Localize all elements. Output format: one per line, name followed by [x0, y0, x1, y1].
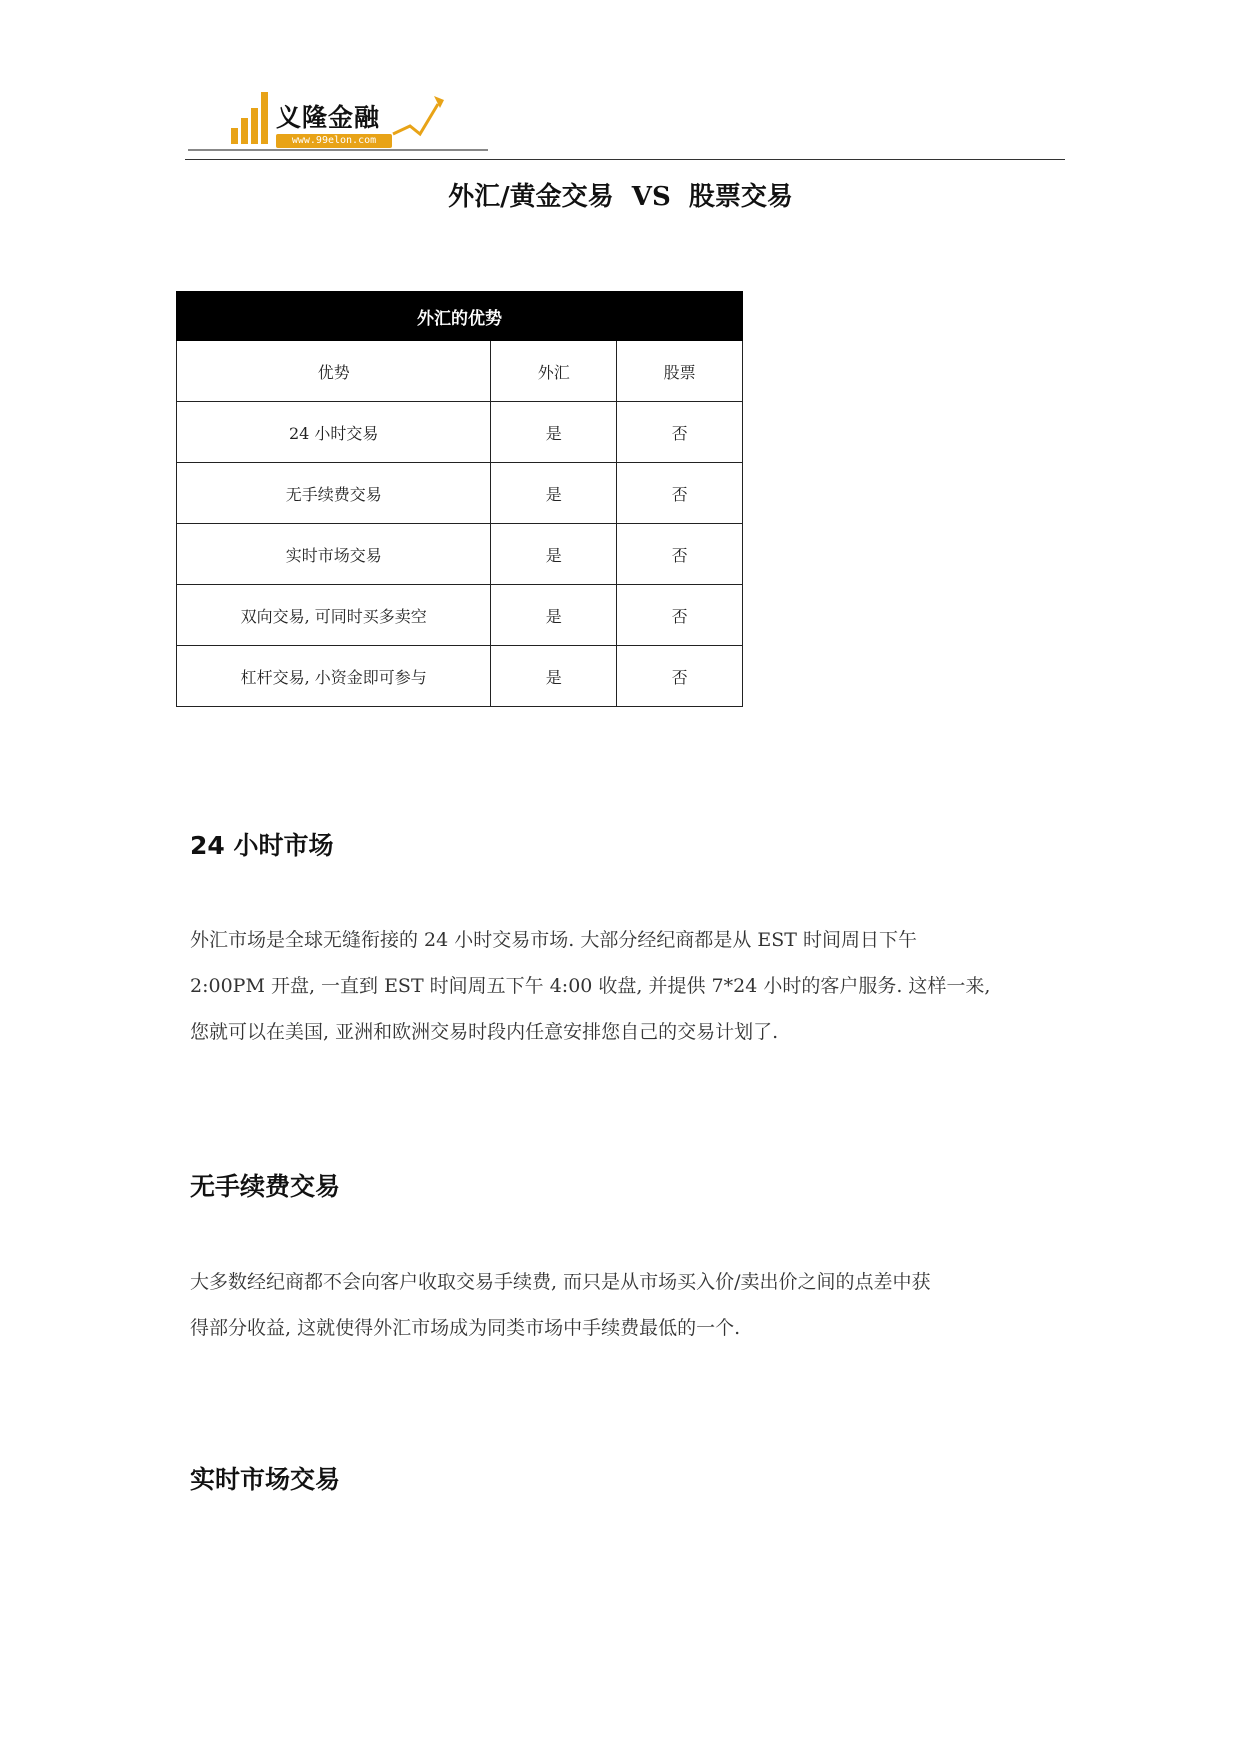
section-body-24h-market	[190, 917, 1070, 1055]
forex-cell: 是	[491, 646, 617, 707]
forex-cell: 是	[491, 402, 617, 463]
stock-cell: 否	[617, 463, 743, 524]
section-heading-realtime-trading: 实时市场交易	[190, 1465, 341, 1494]
table-row	[177, 402, 743, 463]
paragraph-line: 外汇市场是全球无缝衔接的 24 小时交易市场. 大部分经纪商都是从 EST 时间周日下午	[190, 929, 917, 951]
table-row	[177, 585, 743, 646]
document-title: 外汇/黄金交易 VS 股票交易	[448, 182, 793, 212]
logo-url: www.99elon.com	[276, 134, 392, 148]
header-forex: 外汇	[491, 341, 617, 402]
advantage-cell: 实时市场交易	[177, 524, 491, 585]
comparison-table	[176, 291, 743, 707]
section-heading-no-commission: 无手续费交易	[190, 1172, 341, 1201]
paragraph-line: 您就可以在美国, 亚洲和欧洲交易时段内任意安排您自己的交易计划了.	[190, 1021, 779, 1043]
section-body-no-commission	[190, 1259, 1070, 1351]
advantage-cell: 24 小时交易	[177, 402, 491, 463]
table-row	[177, 524, 743, 585]
paragraph-line: 得部分收益, 这就使得外汇市场成为同类市场中手续费最低的一个.	[190, 1317, 741, 1339]
advantage-cell: 杠杆交易, 小资金即可参与	[177, 646, 491, 707]
logo	[188, 86, 498, 156]
header-stock: 股票	[617, 341, 743, 402]
stock-cell: 否	[617, 585, 743, 646]
table-header-row	[177, 341, 743, 402]
paragraph-line: 2:00PM 开盘, 一直到 EST 时间周五下午 4:00 收盘, 并提供 7*24 小时的客户服务. 这样一来,	[190, 975, 991, 997]
advantage-cell: 双向交易, 可同时买多卖空	[177, 585, 491, 646]
table-row	[177, 463, 743, 524]
forex-cell: 是	[491, 524, 617, 585]
section-heading-24h-market: 24 小时市场	[190, 831, 334, 860]
header-divider	[185, 159, 1065, 160]
logo-name: 义隆金融	[276, 103, 381, 132]
stock-cell: 否	[617, 524, 743, 585]
forex-cell: 是	[491, 463, 617, 524]
stock-cell: 否	[617, 402, 743, 463]
stock-cell: 否	[617, 646, 743, 707]
forex-cell: 是	[491, 585, 617, 646]
header-advantage: 优势	[177, 341, 491, 402]
table-row	[177, 646, 743, 707]
advantage-cell: 无手续费交易	[177, 463, 491, 524]
paragraph-line: 大多数经纪商都不会向客户收取交易手续费, 而只是从市场买入价/卖出价之间的点差中获	[190, 1271, 931, 1293]
table-caption: 外汇的优势	[177, 292, 743, 341]
